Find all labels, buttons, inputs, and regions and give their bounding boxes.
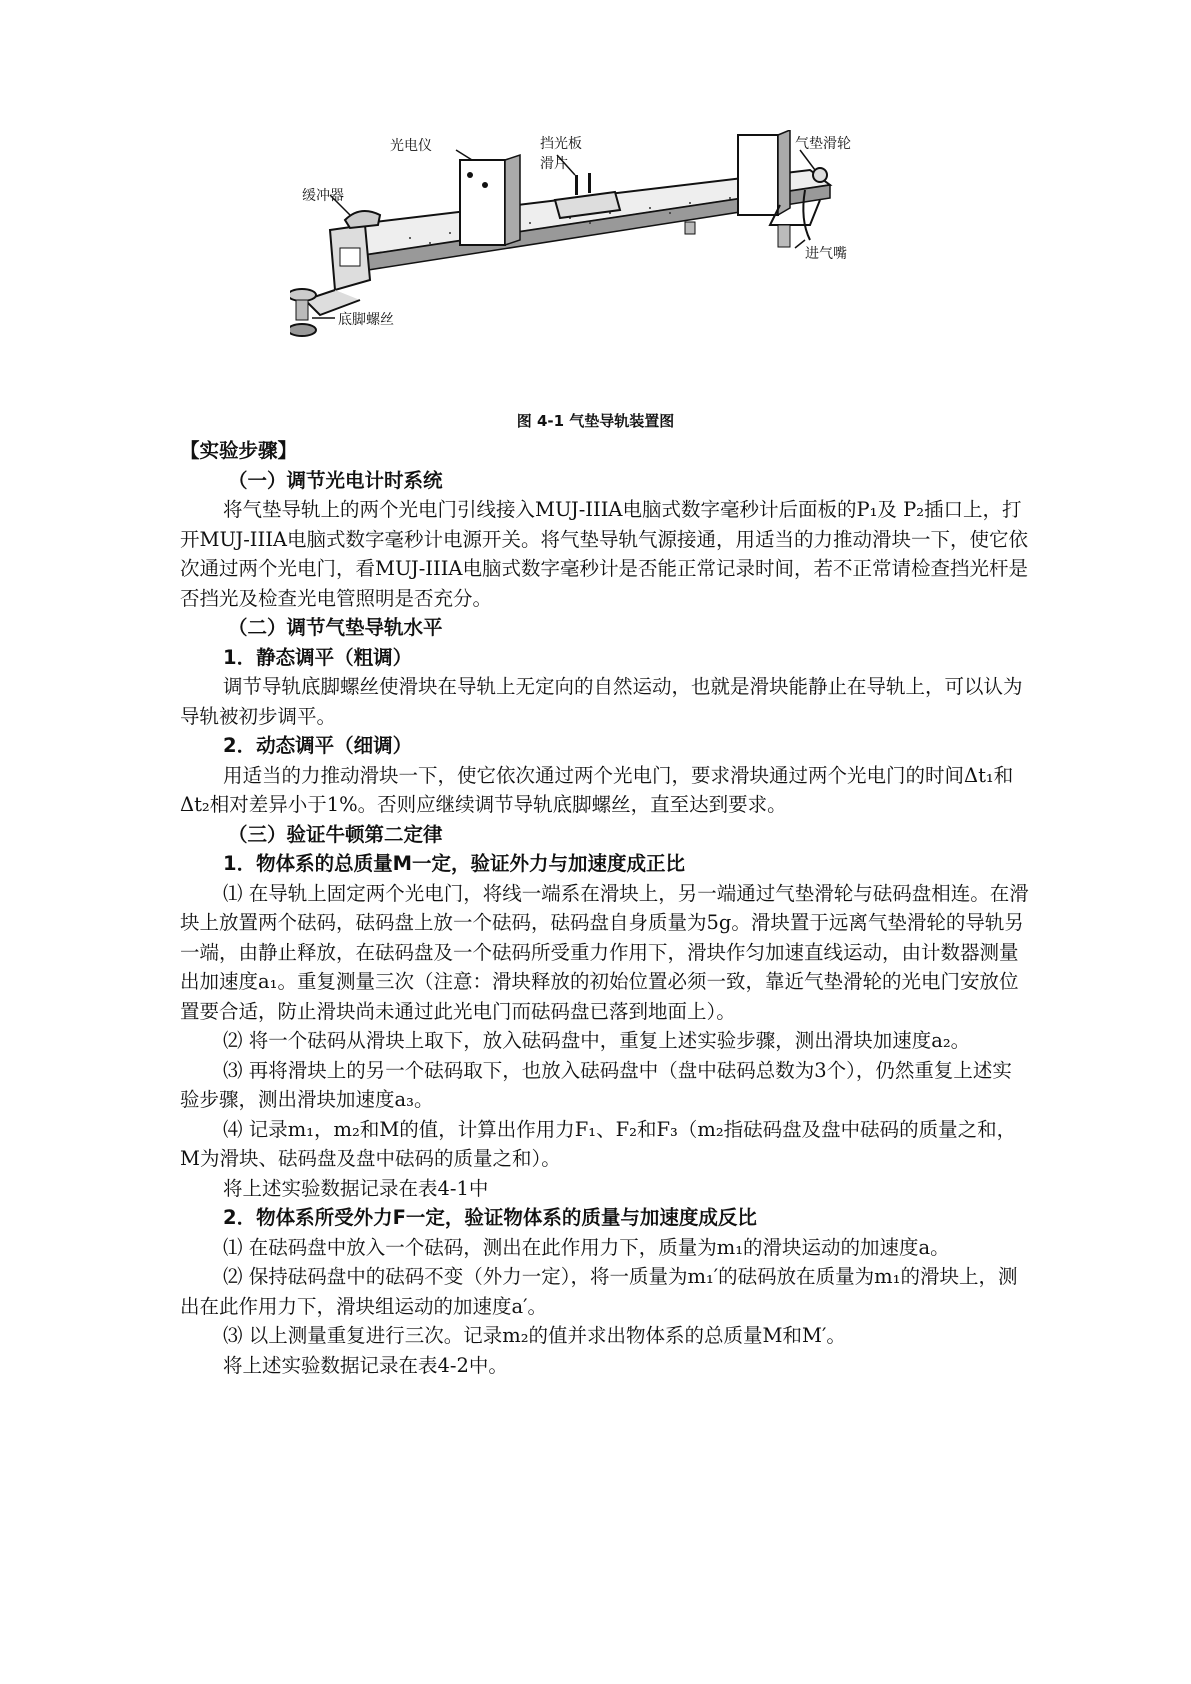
label-air-inlet: 进气嘴 [805, 246, 847, 262]
photogate-left [460, 160, 505, 245]
foot-screw-base [290, 324, 316, 336]
shade-plate [575, 175, 578, 195]
middle-foot-screw [685, 222, 695, 234]
air-track-diagram [290, 130, 930, 390]
photogate-right [738, 135, 778, 215]
part1-heading: （一）调节光电计时系统 [228, 468, 443, 492]
part3-sub2-step3: ⑶ 以上测量重复进行三次。记录m₂的值并求出物体系的总质量M和M′。 [223, 1324, 846, 1347]
part3-step4: ⑷ 记录m₁，m₂和M的值，计算出作用力F₁、F₂和F₃（m₂指砝码盘及盘中砝码的质量之和，M为滑块、砝码盘及盘中砝码的质量之和）。 [180, 1117, 1017, 1170]
part2-sub1-title: 1．静态调平（粗调） [223, 645, 413, 669]
part3-sub2-step2: ⑵ 保持砝码盘中的砝码不变（外力一定），将一质量为m₁′的砝码放在质量为m₁的滑块上，测出在此作用力下，滑块组运动的加速度a′。 [180, 1265, 1018, 1318]
part3-heading: （三）验证牛顿第二定律 [228, 822, 443, 846]
left-end-window [340, 248, 360, 266]
foot-screw-knob [290, 289, 316, 301]
pulley [813, 168, 827, 182]
label-shade-plate: 挡光板 [540, 136, 582, 152]
right-foot-screw [778, 225, 790, 247]
figure-caption: 图 4-1 气垫导轨装置图 [516, 412, 675, 430]
part3-step5: 将上述实验数据记录在表4-1中 [223, 1176, 489, 1200]
buffer [345, 211, 380, 228]
part2-sub2-title: 2．动态调平（细调） [223, 734, 413, 757]
part2-sub1-paragraph: 调节导轨底脚螺丝使滑块在导轨上无定向的自然运动，也就是滑块能静止在导轨上，可以认为导轨被初步调平。 [180, 675, 1023, 728]
part1-paragraph: 将气垫导轨上的两个光电门引线接入MUJ-IIIA电脑式数字毫秒计后面板的P₁及 P₂插口上，打开MUJ-IIIA电脑式数字毫秒计电源开关。将气垫导轨气源接通，用适当的力推动滑块一下，使它依次通过两个光电门，看MUJ-IIIA电脑式数字毫秒计是否能正常记录时间，若不正常请检查挡光杆是否挡光及检查光电管照明是否充分。 [180, 498, 1028, 610]
part3-step2: ⑵ 将一个砝码从滑块上取下，放入砝码盘中，重复上述实验步骤，测出滑块加速度a₂。 [223, 1029, 971, 1052]
part3-step3: ⑶ 再将滑块上的另一个砝码取下，也放入砝码盘中（盘中砝码总数为3个），仍然重复上述实验步骤，测出滑块加速度a₃。 [180, 1058, 1012, 1111]
part2-heading: （二）调节气垫导轨水平 [228, 616, 443, 639]
part3-sub2-step1: ⑴ 在砝码盘中放入一个砝码，测出在此作用力下，质量为m₁的滑块运动的加速度a。 [223, 1235, 950, 1259]
label-photogate: 光电仪 [390, 138, 432, 154]
part3-sub2-title: 2．物体系所受外力F一定，验证物体系的质量与加速度成反比 [223, 1206, 757, 1229]
part3-sub1-title: 1．物体系的总质量M一定，验证外力与加速度成正比 [223, 852, 685, 875]
foot-screw-shaft [296, 300, 308, 320]
label-buffer: 缓冲器 [302, 188, 344, 204]
part3-step1: ⑴ 在导轨上固定两个光电门，将线一端系在滑块上，另一端通过气垫滑轮与砝码盘相连。在滑块上放置两个砝码，砝码盘上放一个砝码，砝码盘自身质量为5g。滑块置于远离气垫滑轮的导轨另一端，由静止释放，在砝码盘及一个砝码所受重力作用下，滑块作匀加速直线运动，由计数器测量出加速度a₁。重复测量三次（注意：滑块释放的初始位置必须一致，靠近气垫滑轮的光电门安放位置要合适，防止滑块尚未通过此光电门而砝码盘已落到地面上）。 [180, 881, 1029, 1023]
section-title: 【实验步骤】 [180, 439, 298, 462]
label-pulley: 气垫滑轮 [795, 136, 851, 152]
part2-sub2-paragraph: 用适当的力推动滑块一下，使它依次通过两个光电门，要求滑块通过两个光电门的时间Δt₁和Δt₂相对差异小于1%。否则应继续调节导轨底脚螺丝，直至达到要求。 [180, 763, 1014, 816]
label-foot-screw: 底脚螺丝 [338, 312, 394, 328]
part3-sub2-step4: 将上述实验数据记录在表4-2中。 [223, 1353, 508, 1377]
experiment-steps [180, 436, 1030, 1380]
air-track-figure [290, 130, 930, 390]
label-slider: 滑片 [540, 156, 568, 172]
